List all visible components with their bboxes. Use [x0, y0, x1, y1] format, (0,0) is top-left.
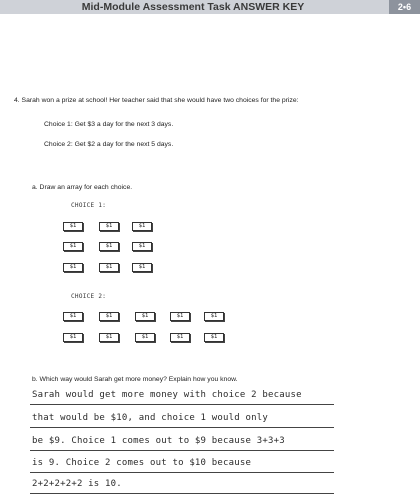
dollar-bill: $1: [63, 242, 83, 251]
answer-line-3: be $9. Choice 1 comes out to $9 because 3+3+3: [32, 436, 285, 446]
choice-2-label: CHOICE 2:: [71, 293, 107, 300]
dollar-bill: $1: [204, 333, 224, 342]
choice-1-label: CHOICE 1:: [71, 202, 107, 209]
answer-line-1: Sarah would get more money with choice 2 because: [32, 390, 302, 400]
answer-line-2: that would be $10, and choice 1 would only: [32, 413, 268, 423]
dollar-bill: $1: [132, 222, 152, 231]
answer-line-5: 2+2+2+2+2 is 10.: [32, 479, 122, 489]
dollar-bill: $1: [132, 242, 152, 251]
answer-line-4: is 9. Choice 2 comes out to $10 because: [32, 458, 252, 468]
dollar-bill: $1: [204, 312, 224, 321]
dollar-bill: $1: [99, 333, 119, 342]
choice-2-text: Choice 2: Get $2 a day for the next 5 days.: [44, 141, 174, 148]
dollar-bill: $1: [135, 312, 155, 321]
part-b-prompt: b. Which way would Sarah get more money? Explain how you know.: [32, 376, 238, 383]
part-a-prompt: a. Draw an array for each choice.: [32, 184, 133, 191]
dollar-bill: $1: [135, 333, 155, 342]
page-title: Mid-Module Assessment Task ANSWER KEY: [81, 1, 305, 13]
dollar-bill: $1: [63, 333, 83, 342]
dollar-bill: $1: [99, 222, 119, 231]
lesson-badge: 2•6: [389, 0, 420, 14]
dollar-bill: $1: [63, 312, 83, 321]
dollar-bill: $1: [170, 312, 190, 321]
dollar-bill: $1: [132, 263, 152, 272]
dollar-bill: $1: [99, 312, 119, 321]
ruled-line: [30, 493, 334, 494]
ruled-line: [30, 427, 334, 428]
dollar-bill: $1: [63, 222, 83, 231]
ruled-line: [30, 404, 334, 405]
dollar-bill: $1: [170, 333, 190, 342]
dollar-bill: $1: [99, 242, 119, 251]
problem-statement: 4. Sarah won a prize at school! Her teacher said that she would have two choices for the prize:: [14, 97, 299, 104]
ruled-line: [30, 472, 334, 473]
choice-1-text: Choice 1: Get $3 a day for the next 3 days.: [44, 121, 174, 128]
ruled-line: [30, 450, 334, 451]
dollar-bill: $1: [63, 263, 83, 272]
dollar-bill: $1: [99, 263, 119, 272]
